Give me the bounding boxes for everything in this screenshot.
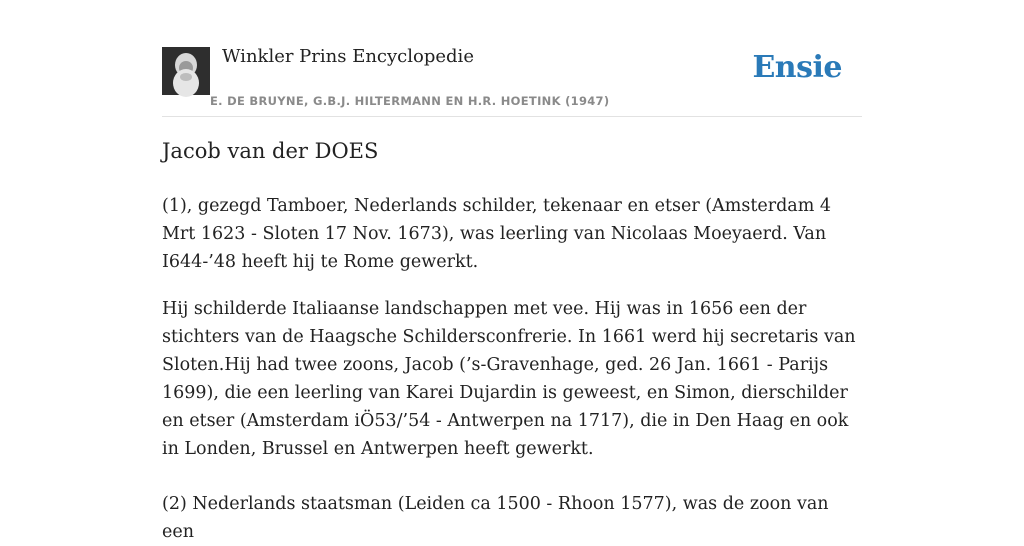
portrait-image — [162, 47, 210, 95]
source-title[interactable]: Winkler Prins Encyclopedie — [222, 46, 474, 67]
entry-paragraph: (2) Nederlands staatsman (Leiden ca 1500 - Rhoon 1577), was de zoon van een — [162, 494, 829, 542]
entry-title: Jacob van der DOES — [162, 139, 379, 163]
author-avatar[interactable] — [162, 47, 210, 95]
source-authors: E. DE BRUYNE, G.B.J. HILTERMANN EN H.R. HOETINK (1947) — [210, 94, 610, 108]
entry-paragraph: (1), gezegd Tamboer, Nederlands schilder, tekenaar en etser (Amsterdam 4 Mrt 1623 - Sloten 17 Nov. 1673), was leerling van Nicolaas Moeyaerd. Van I644-’48 heeft hij te Rome gewerkt. — [162, 196, 832, 272]
ensie-logo-link[interactable]: Ensie — [752, 50, 842, 85]
page-container — [162, 0, 862, 542]
source-header — [162, 0, 862, 117]
entry-paragraph: Hij schilderde Italiaanse landschappen met vee. Hij was in 1656 een der stichters van de Haagsche Schildersconfrerie. In 1661 werd hij secretaris van Sloten.Hij had twee zoons, Jacob (’s-Gravenhage, ged. 26 Jan. 1661 - Parijs 1699), die een leerling van Karei Dujardin is geweest, en Simon, dierschilder en etser (Amsterdam iÖ53/’54 - Antwerpen na 1717), die in Den Haag en ook in Londen, Brussel en Antwerpen heeft gewerkt. — [162, 299, 856, 459]
